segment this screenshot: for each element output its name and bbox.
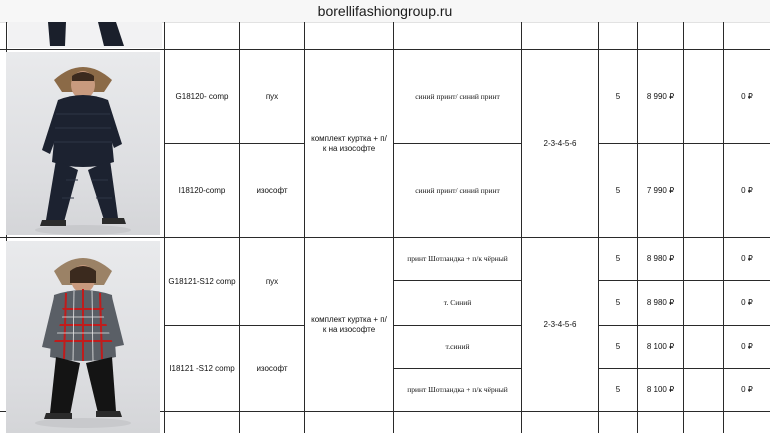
product-description: комплект куртка + п/к на изософте [311,314,387,334]
sizes-cell: 2-3-4-5-6 [543,319,577,329]
price-table [0,22,770,433]
quantity-cell: 5 [615,385,621,394]
price-cell: 8 990 ₽ [646,91,675,101]
quantity-cell: 5 [615,91,621,101]
column-divider [683,22,684,433]
color-cell: синий принт/ синий принт [415,185,500,195]
quantity-cell: 5 [615,185,621,195]
material-cell: пух [265,276,279,286]
color-cell: принт Шотландка + п/к чёрный [407,385,508,394]
color-cell: т. Синий [443,298,472,307]
article-cell: I18120-comp [178,185,226,195]
color-cell: т.синий [445,342,470,351]
total-cell: 0 ₽ [741,91,753,101]
article-cell: I18121 -S12 comp [169,363,235,373]
price-cell: 8 100 ₽ [646,385,675,394]
product-photo [6,241,160,433]
total-cell: 0 ₽ [741,342,753,351]
total-cell: 0 ₽ [741,385,753,394]
url-text: borellifashiongroup.ru [317,3,453,19]
browser-address-bar[interactable] [0,0,770,23]
article-cell: G18120- comp [175,91,229,101]
quantity-cell: 5 [615,298,621,307]
quantity-cell: 5 [615,342,621,351]
material-cell: пух [265,91,279,101]
price-cell: 7 990 ₽ [646,185,675,195]
color-cell: принт Шотландка + п/к чёрный [407,254,508,263]
quantity-cell: 5 [615,254,621,263]
color-cell: синий принт/ синий принт [415,91,500,101]
material-cell: изософт [256,185,288,195]
price-cell: 8 980 ₽ [646,298,675,307]
product-photo-partial [8,22,162,48]
product-photo [6,52,160,235]
price-cell: 8 980 ₽ [646,254,675,263]
total-cell: 0 ₽ [741,298,753,307]
total-cell: 0 ₽ [741,254,753,263]
article-cell: G18121-S12 comp [168,276,236,286]
sizes-cell: 2-3-4-5-6 [543,138,577,148]
price-cell: 8 100 ₽ [646,342,675,351]
product-description: комплект куртка + п/к на изософте [311,133,387,153]
material-cell: изософт [256,363,288,373]
total-cell: 0 ₽ [741,185,753,195]
